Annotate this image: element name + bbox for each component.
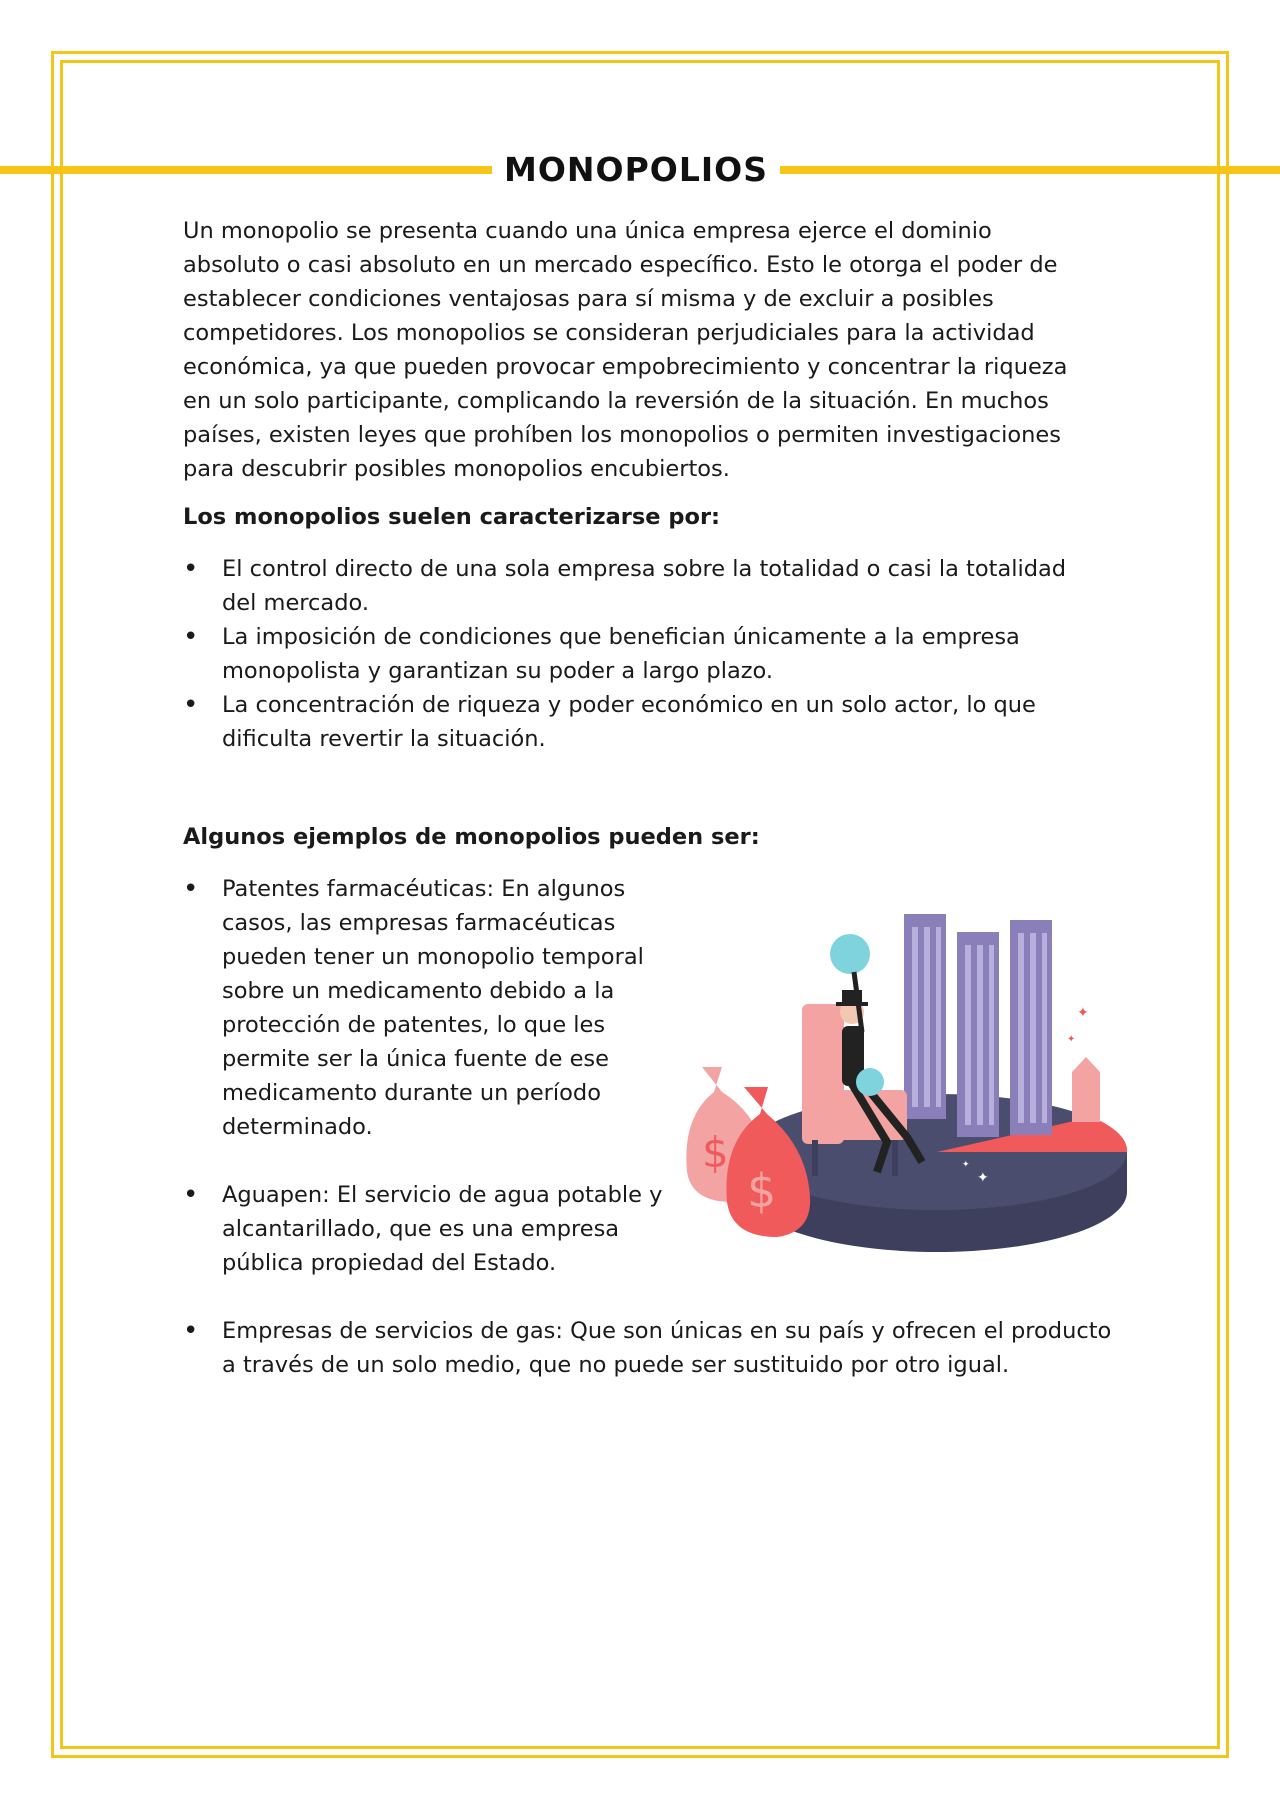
characteristics-list xyxy=(183,552,1093,756)
list-item: • El control directo de una sola empresa sobre la totalidad o casi la totalidad del mercado. xyxy=(183,552,1093,620)
title-rule-left xyxy=(0,166,492,174)
list-item: • Aguapen: El servicio de agua potable y alcantarillado, que es una empresa pública propiedad del Estado. xyxy=(183,1178,692,1280)
svg-text:$: $ xyxy=(702,1128,729,1177)
list-item: • Patentes farmacéuticas: En algunos casos, las empresas farmacéuticas pueden tener un monopolio temporal sobre un medicamento debido a la protección de patentes, lo que les permite ser la única fuente de ese medicamento durante un período determinado. xyxy=(183,872,692,1144)
svg-text:✦: ✦ xyxy=(1067,1034,1076,1045)
svg-text:✦: ✦ xyxy=(977,1170,989,1186)
svg-text:✦: ✦ xyxy=(962,1160,970,1170)
list-item: • La concentración de riqueza y poder económico en un solo actor, lo que dificulta revertir la situación. xyxy=(183,688,1093,756)
monopoly-illustration-icon xyxy=(672,902,1132,1264)
svg-text:$: $ xyxy=(747,1164,777,1218)
title-rule-right xyxy=(780,166,1280,174)
svg-text:✦: ✦ xyxy=(1077,1005,1089,1021)
intro-paragraph: Un monopolio se presenta cuando una única empresa ejerce el dominio absoluto o casi absoluto en un mercado específico. Esto le otorga el poder de establecer condiciones ventajosas para sí misma y de excluir a posibles competidores. Los monopolios se consideran perjudiciales para la actividad económica, ya que pueden provocar empobrecimiento y concentrar la riqueza en un solo participante, complicando la reversión de la situación. En muchos países, existen leyes que prohíben los monopolios o permiten investigaciones para descubrir posibles monopolios encubiertos. xyxy=(183,218,1068,482)
list-item: • Empresas de servicios de gas: Que son únicas en su país y ofrecen el producto a través de un solo medio, que no puede ser sustituido por otro igual. xyxy=(183,1314,1122,1382)
page-title: MONOPOLIOS xyxy=(504,150,768,189)
characteristics-heading: Los monopolios suelen caracterizarse por: xyxy=(183,504,721,530)
examples-heading: Algunos ejemplos de monopolios pueden ser: xyxy=(183,824,760,850)
list-item: • La imposición de condiciones que benefician únicamente a la empresa monopolista y garantizan su poder a largo plazo. xyxy=(183,620,1093,688)
